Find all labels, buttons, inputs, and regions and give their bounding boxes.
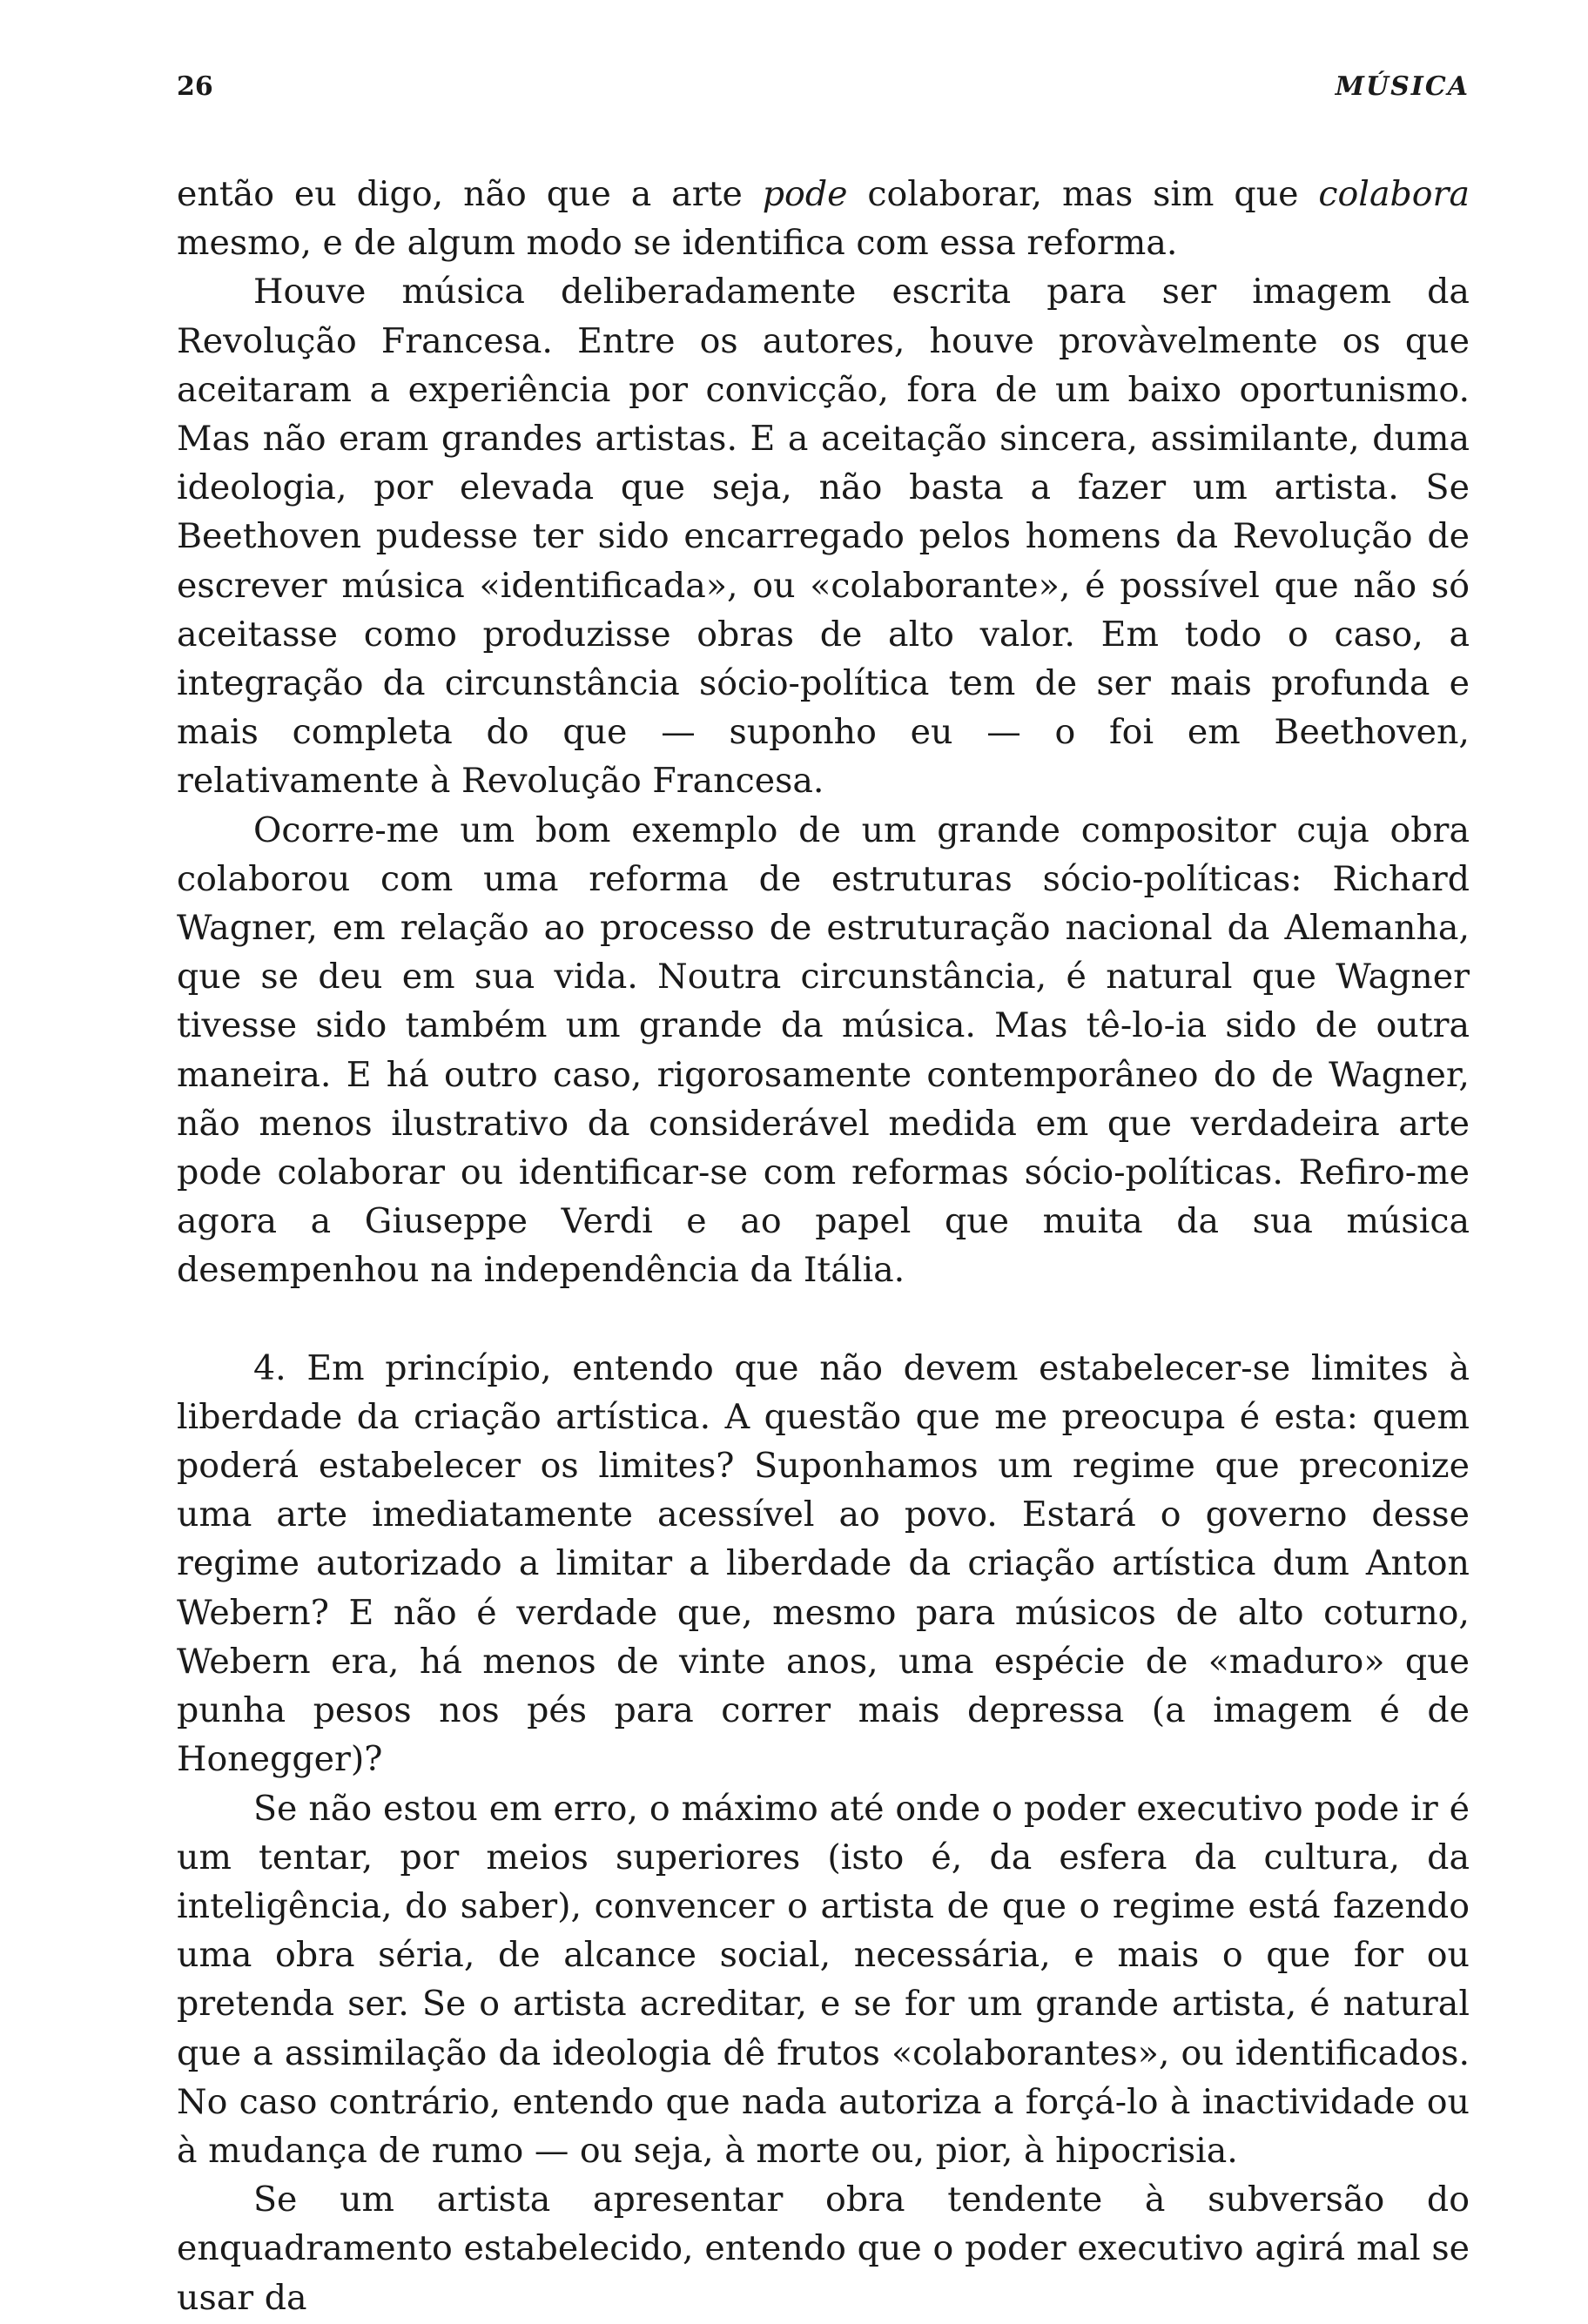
- paragraph-section-4: 4. Em princípio, entendo que não devem estabelecer-se limites à liberdade da criação artística. A questão que me preocupa é esta: quem poderá estabelecer os limites? Suponhamos um regime que preconize uma arte imediatamente acessível ao povo. Estará o governo desse regime autorizado a limitar a liberdade da criação artística dum Anton Webern? E não é verdade que, mesmo para músicos de alto coturno, Webern era, há menos de vinte anos, uma espécie de «maduro» que punha pesos nos pés para correr mais depressa (a imagem é de Honegger)?: [177, 1347, 1470, 1780]
- paragraph-text: então eu digo, não que a arte: [177, 174, 763, 214]
- paragraph: Se um artista apresentar obra tendente à subversão do enquadramento estabelecido, entendo que o poder executivo agirá mal se usar da: [177, 2180, 1470, 2318]
- paragraph-text: colaborar, mas sim que: [847, 174, 1319, 214]
- paragraph-continuation: [177, 170, 1470, 267]
- paragraph: Houve música deliberadamente escrita para ser imagem da Revolução Francesa. Entre os autores, houve provàvelmente os que aceitaram a experiência por convicção, fora de um baixo oportunismo. Mas não eram grandes artistas. E a aceitação sincera, assimilante, duma ideologia, por elevada que seja, não basta a fazer um artista. Se Beethoven pudesse ter sido encarregado pelos homens da Revolução de escrever música «identificada», ou «colaborante», é possível que não só aceitasse como produzisse obras de alto valor. Em todo o caso, a integração da circunstância sócio-política tem de ser mais profunda e mais completa do que — suponho eu — o foi em Beethoven, relativamente à Revolução Francesa.: [177, 272, 1470, 802]
- running-head: MÚSICA: [1335, 71, 1470, 102]
- emphasis-colabora: colabora: [1318, 174, 1470, 214]
- paragraph: Se não estou em erro, o máximo até onde o poder executivo pode ir é um tentar, por meios superiores (isto é, da esfera da cultura, da inteligência, do saber), convencer o artista de que o regime está fazendo uma obra séria, de alcance social, necessária, e mais o que for ou pretenda ser. Se o artista acreditar, e se for um grande artista, é natural que a assimilação da ideologia dê frutos «colaborantes», ou identificados. No caso contrário, entendo que nada autoriza a forçá-lo à inactividade ou à mudança de rumo — ou seja, à morte ou, pior, à hipocrisia.: [177, 1788, 1470, 2171]
- page-number: 26: [177, 71, 213, 102]
- paragraph-text: mesmo, e de algum modo se identifica com essa reforma.: [177, 223, 1178, 264]
- body-text: [177, 170, 1470, 2322]
- emphasis-pode: pode: [762, 174, 848, 214]
- paragraph: Ocorre-me um bom exemplo de um grande compositor cuja obra colaborou com uma reforma de estruturas sócio-políticas: Richard Wagner, em relação ao processo de estruturação nacional da Alemanha, que se deu em sua vida. Noutra circunstância, é natural que Wagner tivesse sido também um grande da música. Mas tê-lo-ia sido de outra maneira. E há outro caso, rigorosamente contemporâneo do de Wagner, não menos ilustrativo da considerável medida em que verdadeira arte pode colaborar ou identificar-se com reformas sócio-políticas. Refiro-me agora a Giuseppe Verdi e ao papel que muita da sua música desempenhou na independência da Itália.: [177, 809, 1470, 1291]
- page-header: [177, 71, 1470, 110]
